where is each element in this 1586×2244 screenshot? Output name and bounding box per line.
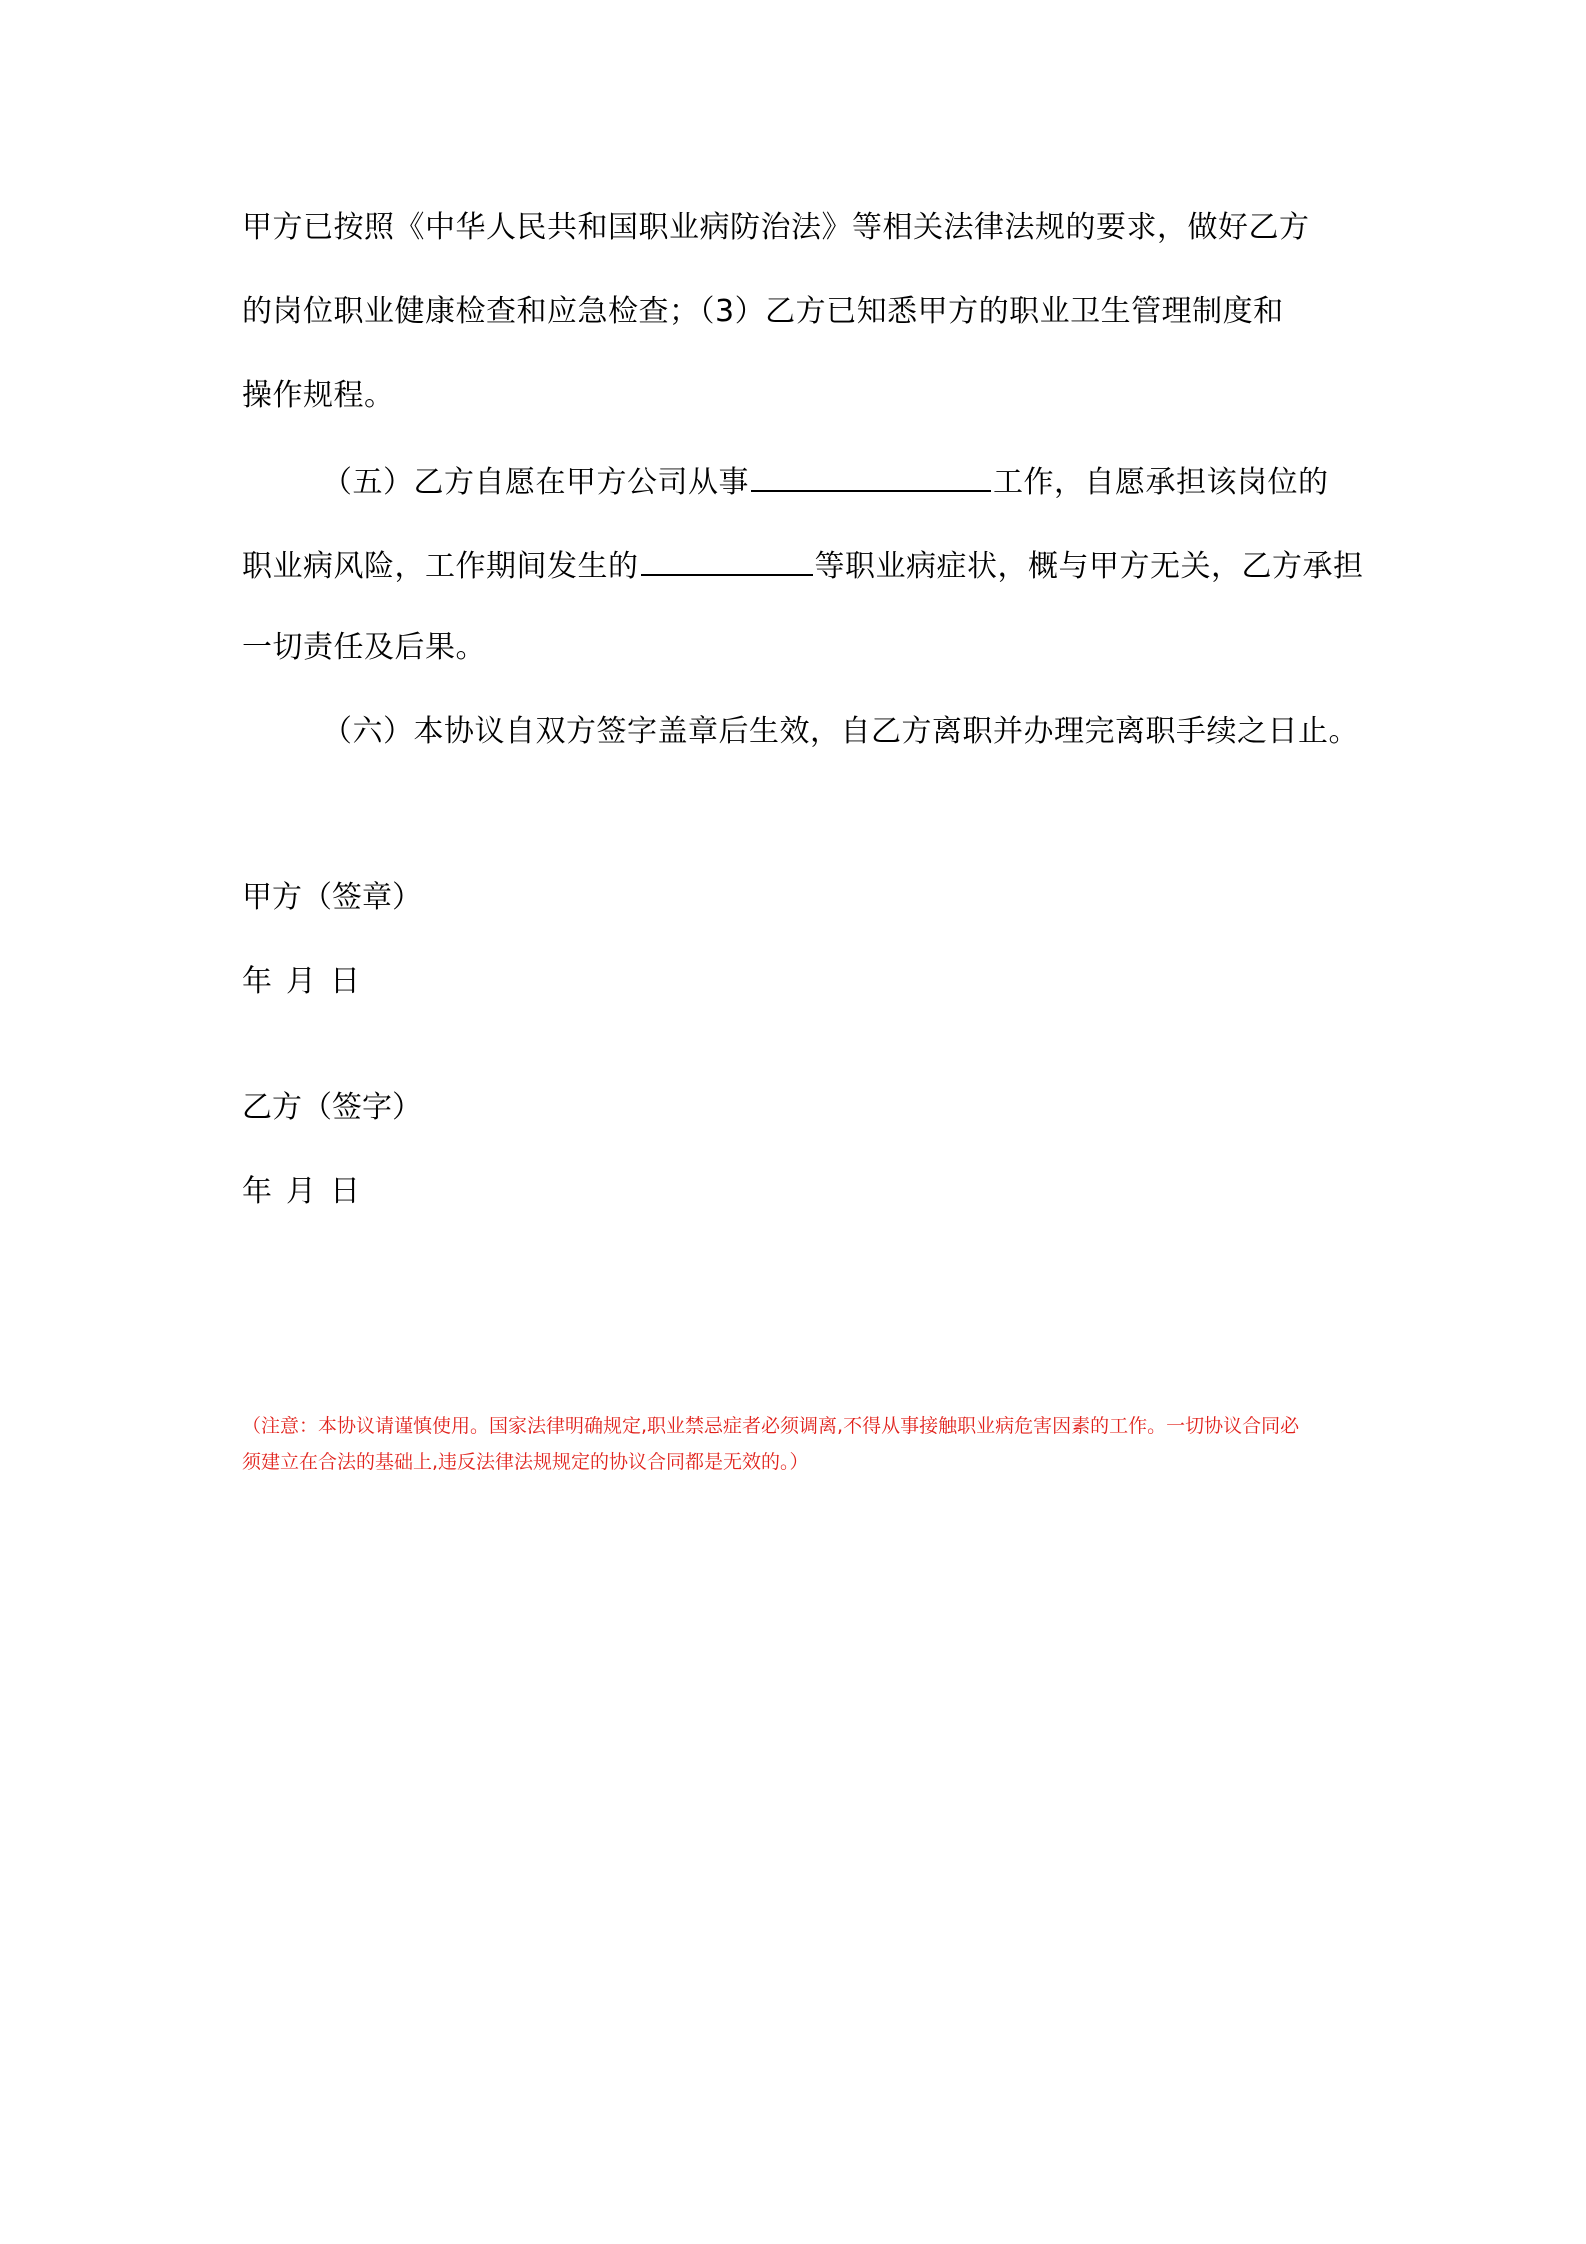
warning-note-line-1: （注意：本协议请谨慎使用。国家法律明确规定,职业禁忌症者必须调离,不得从事接触职业病危害因素的工作。一切协议合同必: [242, 1415, 1300, 1437]
job-title-blank[interactable]: [751, 460, 991, 492]
month-label: 月: [286, 1174, 316, 1209]
clause-5-line-2: [242, 544, 1364, 587]
party-a-date: [242, 962, 360, 1002]
clause-5-text-2: 工作，自愿承担该岗位的: [993, 465, 1329, 500]
clause-5-text-1: （五）乙方自愿在甲方公司从事: [322, 465, 749, 500]
day-label: 日: [330, 1174, 360, 1209]
warning-note-line-2: 须建立在合法的基础上,违反法律法规规定的协议合同都是无效的。）: [242, 1451, 809, 1473]
body-line-3: 操作规程。: [242, 378, 395, 413]
body-line-1: 甲方已按照《中华人民共和国职业病防治法》等相关法律法规的要求，做好乙方: [242, 210, 1310, 245]
party-b-date: [242, 1172, 360, 1212]
year-label: 年: [242, 1174, 272, 1209]
party-a-signature-label: 甲方（签章）: [242, 880, 422, 915]
clause-5-line-1: [322, 460, 1329, 503]
day-label: 日: [330, 964, 360, 999]
symptom-blank[interactable]: [641, 544, 813, 576]
year-label: 年: [242, 964, 272, 999]
clause-5-line-3: 一切责任及后果。: [242, 630, 486, 665]
clause-5-text-3: 职业病风险，工作期间发生的: [242, 549, 639, 584]
clause-6: （六）本协议自双方签字盖章后生效，自乙方离职并办理完离职手续之日止。: [322, 714, 1359, 749]
party-b-signature-label: 乙方（签字）: [242, 1090, 422, 1125]
month-label: 月: [286, 964, 316, 999]
body-line-2: 的岗位职业健康检查和应急检查；（3）乙方已知悉甲方的职业卫生管理制度和: [242, 294, 1284, 329]
clause-5-text-4: 等职业病症状，概与甲方无关，乙方承担: [814, 549, 1364, 584]
